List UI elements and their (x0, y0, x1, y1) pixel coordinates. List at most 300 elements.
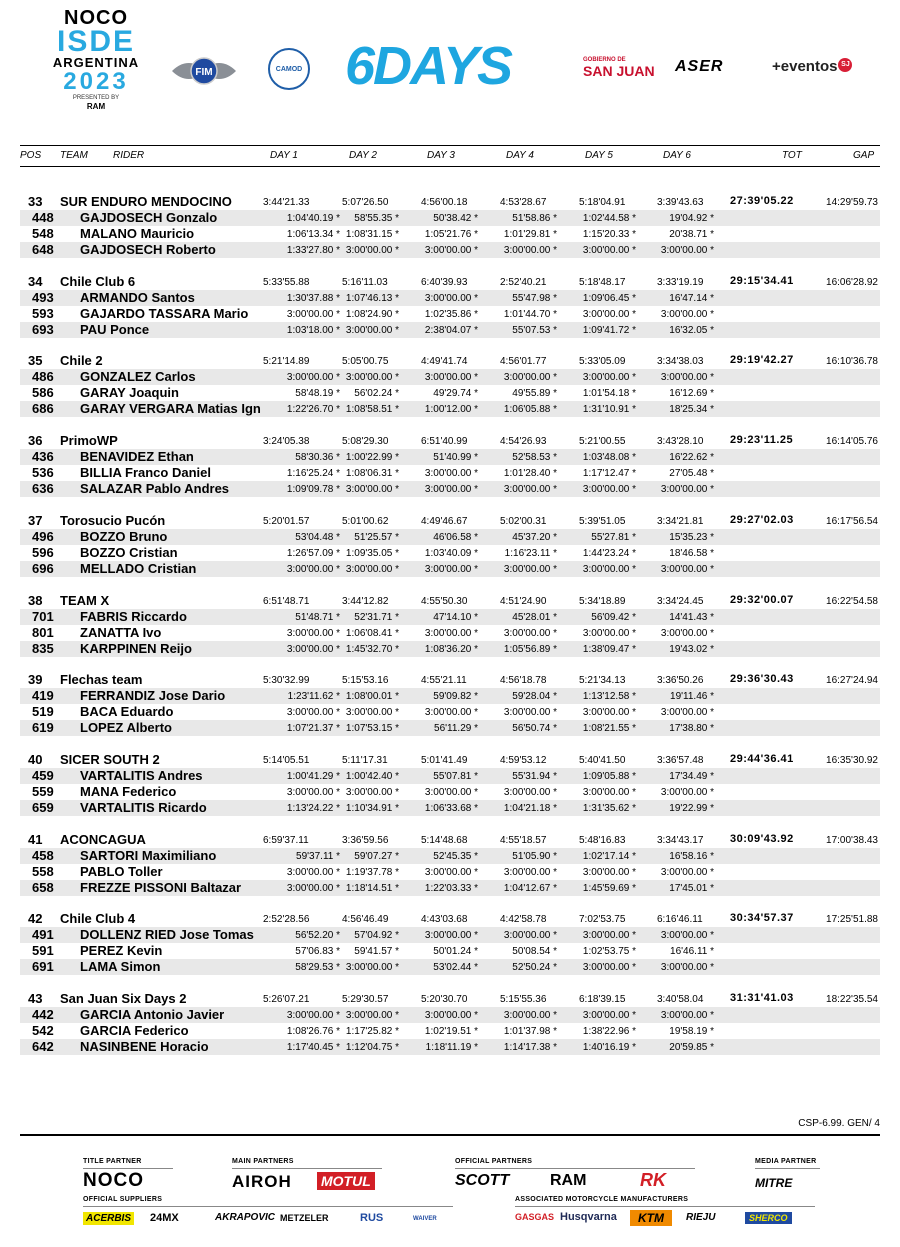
rider-day4: 3:00'00.00 * (503, 1010, 557, 1021)
rider-day3: 51'40.99 * (433, 452, 478, 463)
team-day1: 6:51'48.71 (263, 596, 310, 607)
team-day1: 5:21'14.89 (263, 356, 310, 367)
team-day1: 3:44'21.33 (263, 197, 310, 208)
rider-name: GONZALEZ Carlos (80, 369, 196, 384)
rider-row (20, 369, 880, 385)
rider-day4: 3:00'00.00 * (503, 628, 557, 639)
rider-day4: 1:01'28.40 * (503, 468, 557, 479)
team-day4: 4:42'58.78 (500, 914, 547, 925)
isde-logo-year: 2023 (63, 68, 129, 95)
main-partners-label: MAIN PARTNERS (232, 1158, 294, 1165)
rider-day5: 1:13'12.58 * (582, 691, 636, 702)
rider-number: 458 (32, 848, 54, 863)
rider-day1: 58'48.19 * (295, 388, 340, 399)
rider-day5: 3:00'00.00 * (582, 707, 636, 718)
team-day6: 3:36'57.48 (657, 755, 704, 766)
24mx-logo: 24MX (150, 1212, 179, 1224)
rider-row (20, 943, 880, 959)
rider-day6: 3:00'00.00 * (660, 930, 714, 941)
rider-day6: 19'22.99 * (669, 803, 714, 814)
assoc-manufacturers-rule (515, 1206, 815, 1207)
team-row (20, 752, 880, 768)
rider-day6: 3:00'00.00 * (660, 628, 714, 639)
team-day5: 5:33'05.09 (579, 356, 626, 367)
rider-day4: 49'55.89 * (512, 388, 557, 399)
rider-day5: 3:00'00.00 * (582, 867, 636, 878)
eventos-logo (772, 58, 852, 75)
rider-row (20, 306, 880, 322)
rider-number: 648 (32, 242, 54, 257)
team-row (20, 433, 880, 449)
team-day1: 6:59'37.11 (263, 835, 309, 846)
team-day3: 4:55'21.11 (421, 675, 467, 686)
rider-day3: 2:38'04.07 * (424, 325, 478, 336)
team-day5: 5:40'41.50 (579, 755, 626, 766)
rider-number: 436 (32, 449, 54, 464)
team-day2: 5:08'29.30 (342, 436, 389, 447)
rider-day6: 3:00'00.00 * (660, 372, 714, 383)
mitre-logo: MITRE (755, 1176, 793, 1190)
rider-day5: 1:17'12.47 * (582, 468, 636, 479)
rider-day6: 19'11.46 * (670, 691, 714, 702)
col-day1: DAY 1 (270, 150, 298, 161)
rider-day2: 52'31.71 * (354, 612, 399, 623)
rider-day6: 16'12.69 * (669, 388, 714, 399)
rider-row (20, 800, 880, 816)
rider-row (20, 465, 880, 481)
rider-day5: 3:00'00.00 * (582, 930, 636, 941)
team-name: PrimoWP (60, 433, 118, 448)
media-partner-label: MEDIA PARTNER (755, 1158, 817, 1165)
rider-day2: 57'04.92 * (354, 930, 399, 941)
rider-name: ZANATTA Ivo (80, 625, 162, 640)
rider-day5: 1:09'05.88 * (582, 771, 636, 782)
rider-day1: 1:26'57.09 * (286, 548, 340, 559)
rider-number: 693 (32, 322, 54, 337)
team-day3: 5:01'41.49 (421, 755, 468, 766)
rider-day4: 1:01'44.70 * (503, 309, 557, 320)
rider-day2: 1:12'04.75 * (345, 1042, 399, 1053)
rider-number: 491 (32, 927, 54, 942)
header-rule-bottom (20, 166, 880, 167)
rider-row (20, 226, 880, 242)
team-block (20, 911, 880, 975)
rider-day5: 1:38'09.47 * (582, 644, 636, 655)
rider-number: 835 (32, 641, 54, 656)
team-day1: 5:14'05.51 (263, 755, 310, 766)
rider-name: MELLADO Cristian (80, 561, 197, 576)
rider-day3: 1:03'40.09 * (424, 548, 478, 559)
team-name: San Juan Six Days 2 (60, 991, 187, 1006)
team-gap: 16:35'30.92 (826, 755, 878, 766)
team-name: Chile 2 (60, 353, 103, 368)
ram-logo: RAM (550, 1172, 587, 1189)
rider-number: 419 (32, 688, 54, 703)
rider-day6: 16'22.62 * (669, 452, 714, 463)
airoh-logo: AIROH (232, 1172, 292, 1191)
rider-name: LAMA Simon (80, 959, 161, 974)
rider-name: PABLO Toller (80, 864, 163, 879)
team-name: ACONCAGUA (60, 832, 146, 847)
rider-day3: 3:00'00.00 * (424, 372, 478, 383)
team-total: 31:31'41.03 (730, 992, 794, 1004)
isde-logo-presented: PRESENTED BY (72, 95, 120, 101)
rider-day2: 1:08'00.01 * (345, 691, 399, 702)
rider-day6: 20'59.85 * (669, 1042, 714, 1053)
rider-day1: 1:07'21.37 * (286, 723, 340, 734)
team-day5: 5:18'48.17 (579, 277, 626, 288)
rider-day3: 1:02'35.86 * (424, 309, 478, 320)
col-day2: DAY 2 (349, 150, 377, 161)
rider-number: 593 (32, 306, 54, 321)
rider-day2: 1:08'31.15 * (345, 229, 399, 240)
rider-number: 442 (32, 1007, 54, 1022)
team-day3: 4:56'00.18 (421, 197, 468, 208)
team-day6: 3:34'38.03 (657, 356, 704, 367)
rider-day1: 3:00'00.00 * (286, 644, 340, 655)
rider-number: 596 (32, 545, 54, 560)
rider-day5: 1:38'22.96 * (582, 1026, 636, 1037)
rider-day3: 56'11.29 * (434, 723, 478, 734)
eventos-logo-text: +eventos (772, 58, 838, 75)
team-pos: 37 (28, 513, 43, 528)
rider-day5: 1:15'20.33 * (582, 229, 636, 240)
rider-name: NASINBENE Horacio (80, 1039, 209, 1054)
rider-day3: 47'14.10 * (433, 612, 478, 623)
rider-row (20, 481, 880, 497)
rider-row (20, 561, 880, 577)
team-day5: 5:39'51.05 (579, 516, 626, 527)
rider-day5: 1:09'41.72 * (582, 325, 636, 336)
rider-day2: 3:00'00.00 * (345, 787, 399, 798)
rider-day1: 1:23'11.62 * (287, 691, 340, 702)
noco-logo: NOCO (83, 1170, 144, 1191)
rider-day1: 1:33'27.80 * (286, 245, 340, 256)
col-day6: DAY 6 (663, 150, 691, 161)
team-gap: 17:00'38.43 (826, 835, 878, 846)
rider-day4: 1:16'23.11 * (504, 548, 557, 559)
rider-day4: 1:05'56.89 * (503, 644, 557, 655)
team-row (20, 194, 880, 210)
col-team: TEAM (60, 150, 88, 161)
rider-day4: 51'58.86 * (512, 213, 557, 224)
rider-day2: 59'07.27 * (354, 851, 399, 862)
team-day5: 7:02'53.75 (579, 914, 626, 925)
team-row (20, 991, 880, 1007)
rider-day2: 56'02.24 * (354, 388, 399, 399)
team-block (20, 353, 880, 417)
rider-name: BENAVIDEZ Ethan (80, 449, 194, 464)
rider-name: BACA Eduardo (80, 704, 174, 719)
rider-name: BILLIA Franco Daniel (80, 465, 211, 480)
rider-day2: 1:00'22.99 * (345, 452, 399, 463)
rider-day2: 1:45'32.70 * (345, 644, 399, 655)
team-day4: 4:51'24.90 (500, 596, 547, 607)
rider-day2: 1:07'46.13 * (345, 293, 399, 304)
rider-row (20, 1039, 880, 1055)
rider-day5: 3:00'00.00 * (582, 245, 636, 256)
team-pos: 38 (28, 593, 43, 608)
rider-name: PEREZ Kevin (80, 943, 163, 958)
rider-day6: 3:00'00.00 * (660, 245, 714, 256)
ktm-logo: KTM (630, 1210, 672, 1226)
rider-day3: 3:00'00.00 * (424, 1010, 478, 1021)
team-total: 29:23'11.25 (730, 434, 794, 446)
eventos-badge-icon: SJ (838, 58, 852, 72)
rider-number: 519 (32, 704, 54, 719)
rider-day5: 1:01'54.18 * (582, 388, 636, 399)
team-gap: 16:22'54.58 (826, 596, 878, 607)
rider-name: FABRIS Riccardo (80, 609, 187, 624)
sanjuan-logo-gob: GOBIERNO DE (583, 57, 626, 63)
rider-day3: 1:05'21.76 * (424, 229, 478, 240)
team-total: 27:39'05.22 (730, 195, 794, 207)
rider-day5: 3:00'00.00 * (582, 962, 636, 973)
waiver-logo: WAIVER (413, 1216, 437, 1222)
acerbis-logo: ACERBIS (83, 1212, 134, 1225)
rider-day1: 58'29.53 * (295, 962, 340, 973)
team-day4: 5:15'55.36 (500, 994, 547, 1005)
team-day4: 4:56'01.77 (500, 356, 547, 367)
rider-day6: 17'34.49 * (669, 771, 714, 782)
rider-day4: 59'28.04 * (512, 691, 557, 702)
team-day3: 4:49'41.74 (421, 356, 468, 367)
team-name: SUR ENDURO MENDOCINO (60, 194, 232, 209)
rider-day6: 20'38.71 * (669, 229, 714, 240)
team-day2: 5:05'00.75 (342, 356, 389, 367)
team-pos: 40 (28, 752, 43, 767)
rider-day6: 3:00'00.00 * (660, 564, 714, 575)
team-day5: 6:18'39.15 (579, 994, 626, 1005)
rider-day2: 3:00'00.00 * (345, 564, 399, 575)
rider-day4: 52'50.24 * (512, 962, 557, 973)
rider-name: FREZZE PISSONI Baltazar (80, 880, 242, 895)
rider-name: GARAY VERGARA Matias Ign (80, 401, 261, 416)
rider-day2: 1:08'24.90 * (345, 309, 399, 320)
team-pos: 43 (28, 991, 43, 1006)
rider-row (20, 385, 880, 401)
rider-day4: 3:00'00.00 * (503, 245, 557, 256)
scott-logo: SCOTT (455, 1172, 510, 1189)
assoc-manufacturers-label: ASSOCIATED MOTORCYCLE MANUFACTURERS (515, 1196, 689, 1203)
rider-day6: 3:00'00.00 * (660, 787, 714, 798)
rider-day1: 59'37.11 * (296, 851, 340, 862)
team-pos: 35 (28, 353, 43, 368)
rider-day3: 1:02'19.51 * (424, 1026, 478, 1037)
husqvarna-logo: Husqvarna (560, 1211, 617, 1223)
rider-day6: 17'45.01 * (669, 883, 714, 894)
rider-day4: 3:00'00.00 * (503, 867, 557, 878)
rider-name: SALAZAR Pablo Andres (80, 481, 230, 496)
rider-day2: 3:00'00.00 * (345, 245, 399, 256)
team-row (20, 353, 880, 369)
rider-day5: 1:02'17.14 * (582, 851, 636, 862)
rider-day1: 3:00'00.00 * (286, 883, 340, 894)
team-gap: 16:06'28.92 (826, 277, 878, 288)
rider-day4: 51'05.90 * (512, 851, 557, 862)
team-block (20, 194, 880, 258)
team-name: Chile Club 4 (60, 911, 136, 926)
rider-day1: 1:06'13.34 * (286, 229, 340, 240)
rider-day4: 56'50.74 * (512, 723, 557, 734)
footer-rule (20, 1134, 880, 1136)
team-day6: 3:40'58.04 (657, 994, 704, 1005)
rider-day4: 1:01'29.81 * (503, 229, 557, 240)
main-partners-rule (232, 1168, 382, 1169)
team-day4: 4:54'26.93 (500, 436, 547, 447)
motul-logo: MOTUL (317, 1172, 375, 1190)
rider-row (20, 880, 880, 896)
official-suppliers-rule (83, 1206, 453, 1207)
rider-day2: 1:09'35.05 * (345, 548, 399, 559)
rider-name: GARCIA Antonio Javier (80, 1007, 225, 1022)
title-partner-rule (83, 1168, 173, 1169)
rider-day1: 3:00'00.00 * (286, 1010, 340, 1021)
rider-day5: 1:09'06.45 * (582, 293, 636, 304)
rider-row (20, 322, 880, 338)
rider-day5: 1:08'21.55 * (582, 723, 636, 734)
team-row (20, 274, 880, 290)
team-day3: 4:43'03.68 (421, 914, 468, 925)
rider-day2: 1:07'53.15 * (345, 723, 399, 734)
rider-day1: 53'04.48 * (295, 532, 340, 543)
rk-logo: RK (640, 1170, 666, 1190)
rider-day5: 1:02'44.58 * (582, 213, 636, 224)
rider-day1: 3:00'00.00 * (286, 372, 340, 383)
rider-day2: 1:10'34.91 * (345, 803, 399, 814)
rider-day2: 3:00'00.00 * (345, 1010, 399, 1021)
rider-row (20, 1023, 880, 1039)
rider-row (20, 401, 880, 417)
rider-day2: 59'41.57 * (354, 946, 399, 957)
rider-row (20, 927, 880, 943)
rider-day4: 3:00'00.00 * (503, 707, 557, 718)
team-day6: 6:16'46.11 (657, 914, 703, 925)
team-total: 29:15'34.41 (730, 275, 794, 287)
col-day4: DAY 4 (506, 150, 534, 161)
rider-row (20, 242, 880, 258)
team-gap: 17:25'51.88 (826, 914, 878, 925)
rider-day3: 3:00'00.00 * (424, 930, 478, 941)
team-block (20, 752, 880, 816)
team-day2: 3:36'59.56 (342, 835, 389, 846)
rider-day5: 3:00'00.00 * (582, 309, 636, 320)
team-gap: 16:14'05.76 (826, 436, 878, 447)
rider-day2: 1:08'58.51 * (345, 404, 399, 415)
team-day5: 5:18'04.91 (579, 197, 626, 208)
rider-day3: 3:00'00.00 * (424, 245, 478, 256)
rider-name: LOPEZ Alberto (80, 720, 172, 735)
team-row (20, 513, 880, 529)
rider-number: 686 (32, 401, 54, 416)
team-total: 29:32'00.07 (730, 594, 794, 606)
team-day3: 4:49'46.67 (421, 516, 468, 527)
team-pos: 42 (28, 911, 43, 926)
rider-row (20, 449, 880, 465)
rider-number: 586 (32, 385, 54, 400)
rider-day3: 3:00'00.00 * (424, 468, 478, 479)
camod-logo: CAMOD (268, 48, 310, 90)
team-day4: 5:02'00.31 (500, 516, 547, 527)
team-block (20, 274, 880, 338)
rider-day4: 55'31.94 * (512, 771, 557, 782)
rider-name: ARMANDO Santos (80, 290, 195, 305)
rider-name: GAJARDO TASSARA Mario (80, 306, 249, 321)
rider-day4: 1:04'21.18 * (503, 803, 557, 814)
rider-day1: 3:00'00.00 * (286, 867, 340, 878)
team-name: SICER SOUTH 2 (60, 752, 160, 767)
rider-day3: 3:00'00.00 * (424, 707, 478, 718)
fim-logo (170, 55, 238, 87)
team-pos: 39 (28, 672, 43, 687)
rider-row (20, 545, 880, 561)
team-day4: 2:52'40.21 (500, 277, 547, 288)
rider-day4: 3:00'00.00 * (503, 564, 557, 575)
team-block (20, 832, 880, 896)
team-day2: 5:29'30.57 (342, 994, 389, 1005)
team-day6: 3:34'43.17 (657, 835, 704, 846)
rider-name: GAJDOSECH Gonzalo (80, 210, 218, 225)
rider-day6: 14'41.43 * (669, 612, 714, 623)
rider-day1: 3:00'00.00 * (286, 309, 340, 320)
rider-name: VARTALITIS Andres (80, 768, 203, 783)
rider-day5: 3:00'00.00 * (582, 564, 636, 575)
rider-row (20, 625, 880, 641)
team-day1: 5:20'01.57 (263, 516, 310, 527)
rider-day6: 27'05.48 * (669, 468, 714, 479)
rider-day4: 55'07.53 * (512, 325, 557, 336)
team-day2: 5:07'26.50 (342, 197, 389, 208)
team-total: 29:19'42.27 (730, 354, 794, 366)
team-pos: 33 (28, 194, 43, 209)
rider-day1: 1:00'41.29 * (286, 771, 340, 782)
team-day4: 4:55'18.57 (500, 835, 547, 846)
rider-day5: 1:03'48.08 * (582, 452, 636, 463)
team-name: TEAM X (60, 593, 110, 608)
rider-day6: 18'25.34 * (669, 404, 714, 415)
team-pos: 41 (28, 832, 43, 847)
team-day3: 6:40'39.93 (421, 277, 468, 288)
rider-number: 619 (32, 720, 54, 735)
rider-day6: 15'35.23 * (669, 532, 714, 543)
rider-day2: 51'25.57 * (354, 532, 399, 543)
team-day3: 5:20'30.70 (421, 994, 468, 1005)
page-code: CSP-6.99. GEN/ 4 (798, 1118, 880, 1129)
team-day1: 2:52'28.56 (263, 914, 310, 925)
team-gap: 18:22'35.54 (826, 994, 878, 1005)
team-name: Flechas team (60, 672, 143, 687)
rider-day5: 3:00'00.00 * (582, 372, 636, 383)
official-partners-rule (455, 1168, 695, 1169)
rider-number: 696 (32, 561, 54, 576)
rider-name: GARCIA Federico (80, 1023, 189, 1038)
team-gap: 16:27'24.94 (826, 675, 878, 686)
rider-day4: 1:01'37.98 * (503, 1026, 557, 1037)
rider-day2: 1:06'08.41 * (345, 628, 399, 639)
rider-day6: 16'58.16 * (669, 851, 714, 862)
rider-day6: 3:00'00.00 * (660, 1010, 714, 1021)
team-day1: 3:24'05.38 (263, 436, 310, 447)
team-row (20, 672, 880, 688)
team-row (20, 593, 880, 609)
rider-row (20, 290, 880, 306)
rider-row (20, 848, 880, 864)
rider-name: MALANO Mauricio (80, 226, 195, 241)
rider-day2: 3:00'00.00 * (345, 372, 399, 383)
title-partner-label: TITLE PARTNER (83, 1158, 142, 1165)
header (0, 0, 900, 140)
team-name: Chile Club 6 (60, 274, 136, 289)
